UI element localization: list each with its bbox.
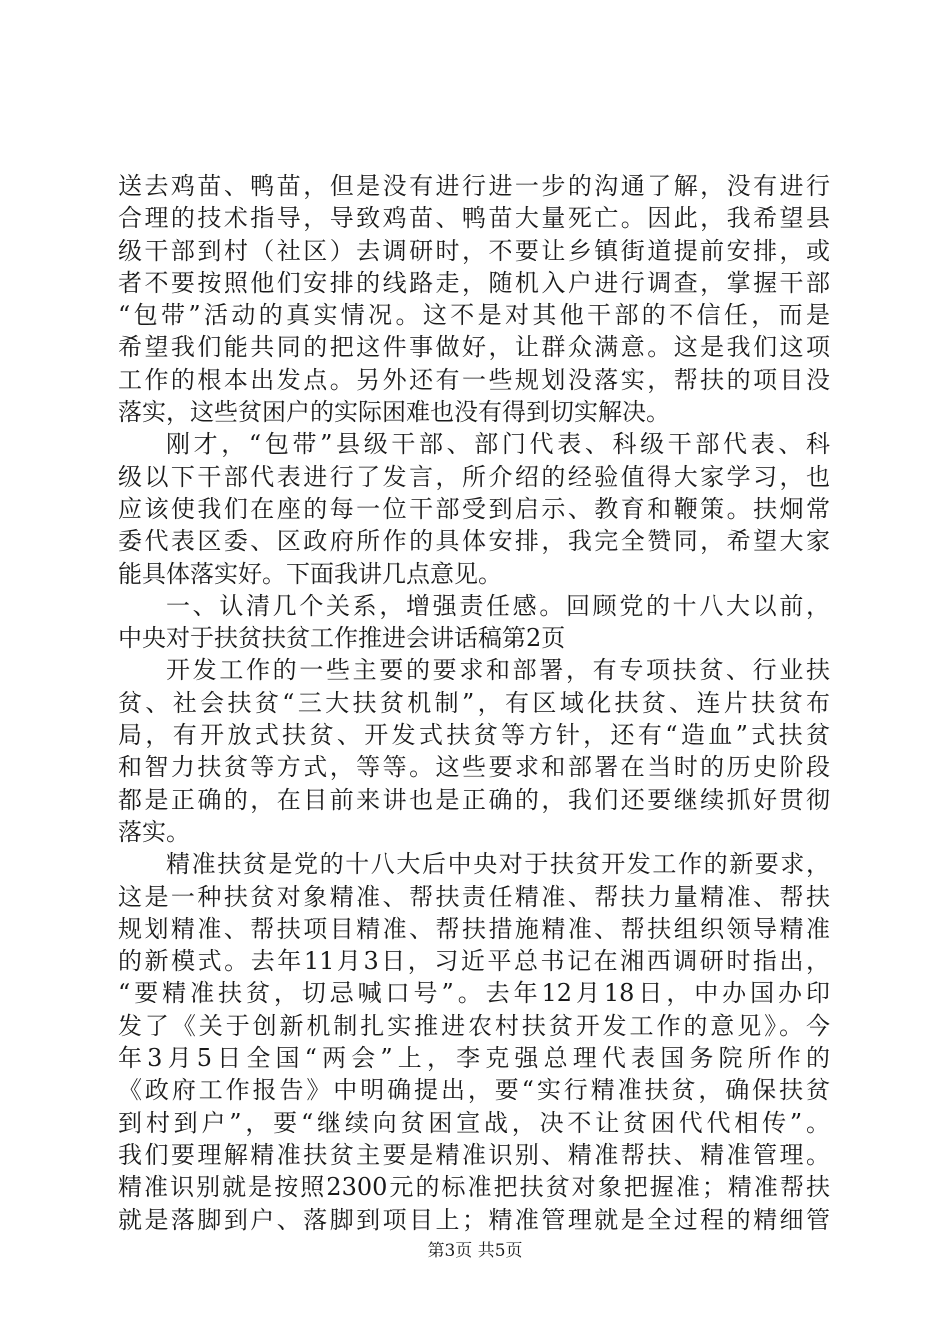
text-line: 应该使我们在座的每一位干部受到启示、教育和鞭策。扶炯常 (118, 494, 830, 523)
text-line: 这是一种扶贫对象精准、帮扶责任精准、帮扶力量精准、帮扶 (118, 882, 830, 911)
text-line: 落实，这些贫困户的实际困难也没有得到切实解决。 (118, 398, 670, 427)
text-line: 开发工作的一些主要的要求和部署，有专项扶贫、行业扶 (166, 656, 830, 685)
text-line: 贫、社会扶贫“三大扶贫机制”，有区域化扶贫、连片扶贫布 (118, 688, 830, 717)
text-line: 到村到户”，要“继续向贫困宣战，决不让贫困代代相传”。 (118, 1108, 830, 1137)
text-line: 我们要理解精准扶贫主要是精准识别、精准帮扶、精准管理。 (118, 1140, 830, 1169)
text-line: 一、认清几个关系，增强责任感。回顾党的十八大以前， (166, 591, 830, 620)
text-line: “要精准扶贫，切忌喊口号”。去年12月18日，中办国办印 (118, 979, 830, 1008)
text-line: 规划精准、帮扶项目精准、帮扶措施精准、帮扶组织领导精准 (118, 914, 830, 943)
text-line: 委代表区委、区政府所作的具体安排，我完全赞同，希望大家 (118, 527, 830, 556)
text-line: 精准扶贫是党的十八大后中央对于扶贫开发工作的新要求， (166, 850, 830, 879)
text-line: 级以下干部代表进行了发言，所介绍的经验值得大家学习，也 (118, 462, 830, 491)
text-line: 中央对于扶贫扶贫工作推进会讲话稿第2页 (118, 624, 566, 653)
text-line: 《政府工作报告》中明确提出，要“实行精准扶贫，确保扶贫 (118, 1076, 830, 1105)
page-footer (0, 1240, 950, 1262)
text-line: 者不要按照他们安排的线路走，随机入户进行调查，掌握干部 (118, 268, 830, 297)
text-line: 就是落脚到户、落脚到项目上；精准管理就是全过程的精细管 (118, 1205, 830, 1234)
text-line: 工作的根本出发点。另外还有一些规划没落实，帮扶的项目没 (118, 365, 830, 394)
text-line: 发了《关于创新机制扎实推进农村扶贫开发工作的意见》。今 (118, 1011, 830, 1040)
text-line: 精准识别就是按照2300元的标准把扶贫对象把握准；精准帮扶 (118, 1173, 830, 1202)
text-line: “包带”活动的真实情况。这不是对其他干部的不信任，而是 (118, 301, 830, 330)
text-line: 都是正确的，在目前来讲也是正确的，我们还要继续抓好贯彻 (118, 785, 830, 814)
text-line: 送去鸡苗、鸭苗，但是没有进行进一步的沟通了解，没有进行 (118, 172, 830, 200)
text-line: 局，有开放式扶贫、开发式扶贫等方针，还有“造血”式扶贫 (118, 721, 830, 750)
body-text (118, 170, 830, 1236)
text-line: 刚才，“包带”县级干部、部门代表、科级干部代表、科 (166, 430, 830, 459)
page-number: 第3页 共5页 (427, 1241, 523, 1261)
text-line: 合理的技术指导，导致鸡苗、鸭苗大量死亡。因此，我希望县 (118, 204, 830, 233)
text-line: 级干部到村（社区）去调研时，不要让乡镇街道提前安排，或 (118, 236, 830, 265)
text-line: 能具体落实好。下面我讲几点意见。 (118, 559, 502, 588)
text-line: 年3月5日全国“两会”上，李克强总理代表国务院所作的 (118, 1044, 830, 1073)
text-line: 的新模式。去年11月3日，习近平总书记在湘西调研时指出， (118, 947, 830, 976)
text-line: 落实。 (118, 817, 190, 846)
text-line: 和智力扶贫等方式，等等。这些要求和部署在当时的历史阶段 (118, 753, 830, 782)
text-line: 希望我们能共同的把这件事做好，让群众满意。这是我们这项 (118, 333, 830, 362)
